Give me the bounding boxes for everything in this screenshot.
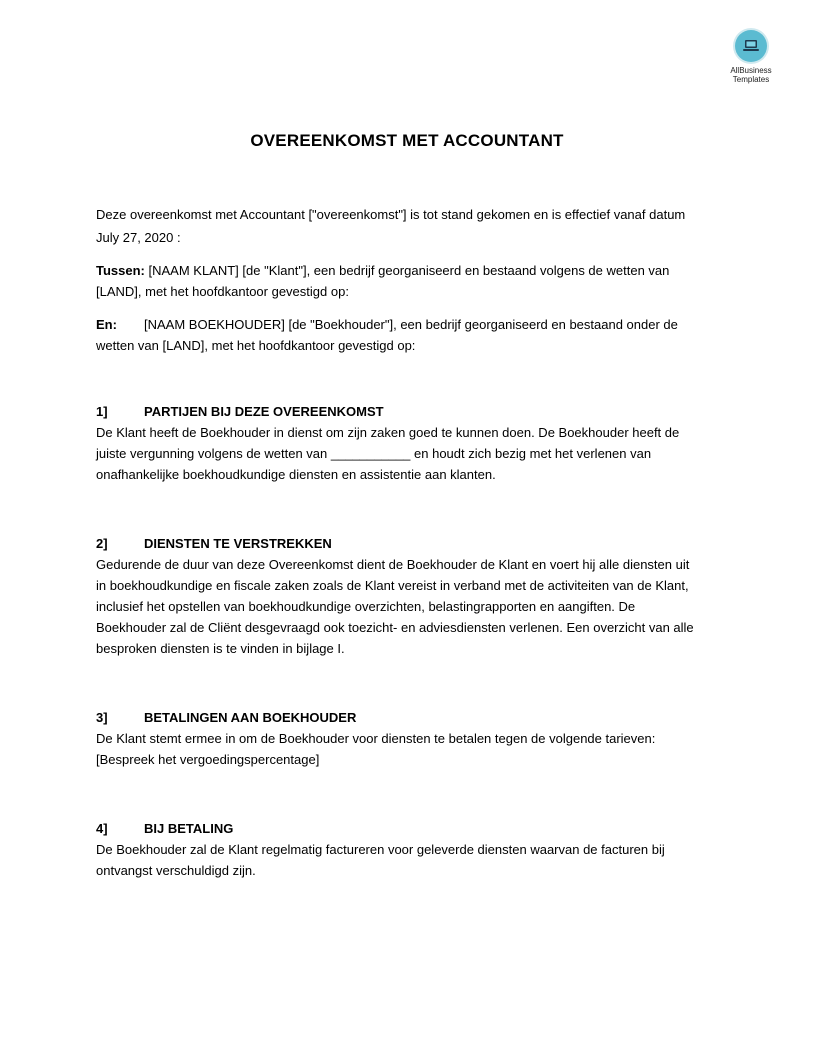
- document-body: [96, 204, 716, 881]
- section-line: De Boekhouder zal de Klant regelmatig factureren voor geleverde diensten waarvan de facturen bij: [96, 842, 665, 857]
- section-line: onafhankelijke boekhoudkundige diensten en assistentie aan klanten.: [96, 467, 496, 482]
- party-en: [96, 314, 716, 356]
- section-2: [96, 533, 716, 659]
- tussen-label: Tussen:: [96, 263, 145, 278]
- brand-logo: [722, 30, 780, 84]
- intro-line-1: Deze overeenkomst met Accountant ["overeenkomst"] is tot stand gekomen en is effectief vanaf datum: [96, 207, 686, 222]
- section-3: [96, 707, 716, 770]
- section-line: inclusief het opstellen van boekhoudkundige overzichten, belastingrapporten en aangiften. De: [96, 599, 636, 614]
- section-4: [96, 818, 716, 881]
- en-line-1: [NAAM BOEKHOUDER] [de "Boekhouder"], een bedrijf georganiseerd en bestaand onder de: [144, 317, 678, 332]
- logo-line-2: Templates: [732, 75, 770, 84]
- section-number: 1]: [96, 404, 108, 419]
- document-title: OVEREENKOMST MET ACCOUNTANT: [250, 131, 564, 150]
- tussen-line-1: [NAAM KLANT] [de "Klant"], een bedrijf georganiseerd en bestaand volgens de wetten van: [144, 263, 670, 278]
- section-line: besproken diensten is te vinden in bijlage I.: [96, 641, 345, 656]
- section-heading: DIENSTEN TE VERSTREKKEN: [144, 536, 332, 551]
- section-line: Gedurende de duur van deze Overeenkomst dient de Boekhouder de Klant en voert hij alle diensten uit: [96, 557, 690, 572]
- section-heading: BIJ BETALING: [144, 821, 234, 836]
- en-label: En:: [96, 317, 117, 332]
- section-number: 3]: [96, 710, 108, 725]
- intro-line-2: July 27, 2020 :: [96, 230, 181, 245]
- section-heading: BETALINGEN AAN BOEKHOUDER: [144, 710, 357, 725]
- section-number: 4]: [96, 821, 108, 836]
- section-line: De Klant heeft de Boekhouder in dienst om zijn zaken goed te kunnen doen. De Boekhouder heeft de: [96, 425, 680, 440]
- section-line: Boekhouder zal de Cliënt desgevraagd ook toezicht- en adviesdiensten verlenen. Een overzicht van alle: [96, 620, 694, 635]
- section-heading: PARTIJEN BIJ DEZE OVEREENKOMST: [144, 404, 384, 419]
- tussen-line-2: [LAND], met het hoofdkantoor gevestigd op:: [96, 284, 349, 299]
- laptop-icon: [735, 30, 767, 62]
- section-line: [Bespreek het vergoedingspercentage]: [96, 752, 320, 767]
- en-line-2: wetten van [LAND], met het hoofdkantoor gevestigd op:: [96, 338, 416, 353]
- section-line: De Klant stemt ermee in om de Boekhouder voor diensten te betalen tegen de volgende tarieven:: [96, 731, 656, 746]
- logo-line-1: AllBusiness: [730, 66, 772, 75]
- section-line: in boekhoudkundige en fiscale zaken zoals de Klant vereist in verband met de activiteiten van de Klant,: [96, 578, 689, 593]
- section-number: 2]: [96, 536, 108, 551]
- section-1: [96, 401, 716, 485]
- section-line: juiste vergunning volgens de wetten van ___________ en houdt zich bezig met het verlenen van: [96, 446, 652, 461]
- section-line: ontvangst verschuldigd zijn.: [96, 863, 256, 878]
- party-tussen: [96, 260, 716, 302]
